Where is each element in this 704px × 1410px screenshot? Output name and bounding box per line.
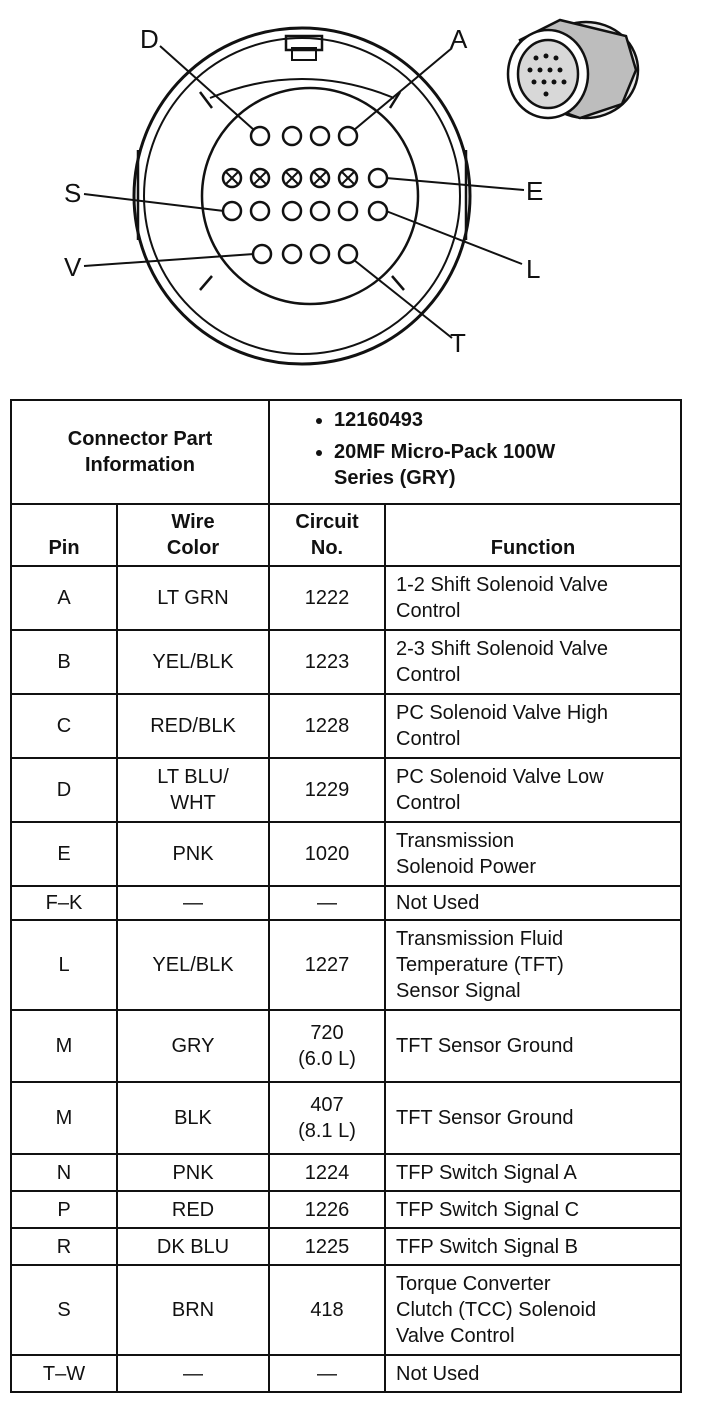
function-cell: PC Solenoid Valve Low Control: [385, 758, 681, 822]
table-row: [11, 758, 681, 822]
circuit-no-cell: 1223: [269, 630, 385, 694]
pin-label-t: T: [450, 328, 466, 358]
circuit-no-cell: 1020: [269, 822, 385, 886]
pin-cell: N: [11, 1154, 117, 1191]
circuit-no-cell: 1225: [269, 1228, 385, 1265]
pin-cell: F–K: [11, 886, 117, 920]
table-row: [11, 1355, 681, 1392]
wire-color-cell: BRN: [117, 1265, 269, 1355]
wire-color-cell: PNK: [117, 1154, 269, 1191]
circuit-no-cell: 1226: [269, 1191, 385, 1228]
wire-color-cell: BLK: [117, 1082, 269, 1154]
pin-cell: T–W: [11, 1355, 117, 1392]
part-number: • 12160493: [334, 407, 680, 433]
function-cell: Torque Converter Clutch (TCC) Solenoid Valve Control: [385, 1265, 681, 1355]
table-row: [11, 1228, 681, 1265]
connector-housing: [134, 28, 470, 364]
wire-color-cell: —: [117, 1355, 269, 1392]
wire-color-cell: LT BLU/ WHT: [117, 758, 269, 822]
part-info-list: [269, 400, 681, 504]
table-row: [11, 920, 681, 1010]
circuit-no-cell: 418: [269, 1265, 385, 1355]
pin-cell: M: [11, 1082, 117, 1154]
circuit-no-cell: 1229: [269, 758, 385, 822]
wire-color-cell: RED: [117, 1191, 269, 1228]
circuit-no-cell: 1224: [269, 1154, 385, 1191]
header-wire-color: Wire Color: [117, 504, 269, 566]
function-cell: TFP Switch Signal A: [385, 1154, 681, 1191]
wire-color-cell: GRY: [117, 1010, 269, 1082]
circuit-no-cell: 1227: [269, 920, 385, 1010]
table-row: [11, 630, 681, 694]
table-row: [11, 1154, 681, 1191]
table-row: [11, 1191, 681, 1228]
header-function: Function: [385, 504, 681, 566]
connector-pinout-table: [10, 399, 682, 1393]
circuit-no-cell: 407 (8.1 L): [269, 1082, 385, 1154]
table-row: [11, 822, 681, 886]
pin-cell: D: [11, 758, 117, 822]
function-cell: 2-3 Shift Solenoid Valve Control: [385, 630, 681, 694]
function-cell: 1-2 Shift Solenoid Valve Control: [385, 566, 681, 630]
pin-cavities: [223, 127, 387, 263]
pin-label-a: A: [450, 24, 468, 54]
circuit-no-cell: 1222: [269, 566, 385, 630]
table-row: [11, 886, 681, 920]
part-info-label: Connector Part Information: [11, 400, 269, 504]
pin-cell: E: [11, 822, 117, 886]
wire-color-cell: LT GRN: [117, 566, 269, 630]
function-cell: TFT Sensor Ground: [385, 1010, 681, 1082]
circuit-no-cell: —: [269, 886, 385, 920]
table-row: [11, 694, 681, 758]
wire-color-cell: PNK: [117, 822, 269, 886]
pin-cell: S: [11, 1265, 117, 1355]
pin-cell: R: [11, 1228, 117, 1265]
pin-label-e: E: [526, 176, 544, 206]
pin-label-s: S: [64, 178, 82, 208]
table-row: [11, 1010, 681, 1082]
table-row: [11, 566, 681, 630]
pin-label-d: D: [140, 24, 159, 54]
circuit-no-cell: 1228: [269, 694, 385, 758]
function-cell: Transmission Fluid Temperature (TFT) Sensor Signal: [385, 920, 681, 1010]
wire-color-cell: RED/BLK: [117, 694, 269, 758]
header-row: [11, 504, 681, 566]
function-cell: Not Used: [385, 1355, 681, 1392]
circuit-no-cell: 720 (6.0 L): [269, 1010, 385, 1082]
pin-label-v: V: [64, 252, 82, 282]
pin-label-l: L: [526, 254, 541, 284]
connector-diagram: [0, 0, 704, 380]
table-row: [11, 1082, 681, 1154]
header-pin: Pin: [11, 504, 117, 566]
wire-color-cell: YEL/BLK: [117, 630, 269, 694]
function-cell: Not Used: [385, 886, 681, 920]
header-circuit-no: Circuit No.: [269, 504, 385, 566]
leader-lines: [84, 46, 524, 338]
function-cell: Transmission Solenoid Power: [385, 822, 681, 886]
wire-color-cell: —: [117, 886, 269, 920]
connector-3d-view: [508, 20, 638, 118]
table-row: [11, 1265, 681, 1355]
pin-cell: P: [11, 1191, 117, 1228]
connector-series: • 20MF Micro-Pack 100W Series (GRY): [334, 439, 680, 491]
pin-cell: L: [11, 920, 117, 1010]
function-cell: TFP Switch Signal C: [385, 1191, 681, 1228]
pin-cell: B: [11, 630, 117, 694]
wire-color-cell: DK BLU: [117, 1228, 269, 1265]
pin-cell: A: [11, 566, 117, 630]
function-cell: PC Solenoid Valve High Control: [385, 694, 681, 758]
function-cell: TFP Switch Signal B: [385, 1228, 681, 1265]
function-cell: TFT Sensor Ground: [385, 1082, 681, 1154]
part-info-row: [11, 400, 681, 504]
circuit-no-cell: —: [269, 1355, 385, 1392]
wire-color-cell: YEL/BLK: [117, 920, 269, 1010]
pin-cell: M: [11, 1010, 117, 1082]
pin-cell: C: [11, 694, 117, 758]
